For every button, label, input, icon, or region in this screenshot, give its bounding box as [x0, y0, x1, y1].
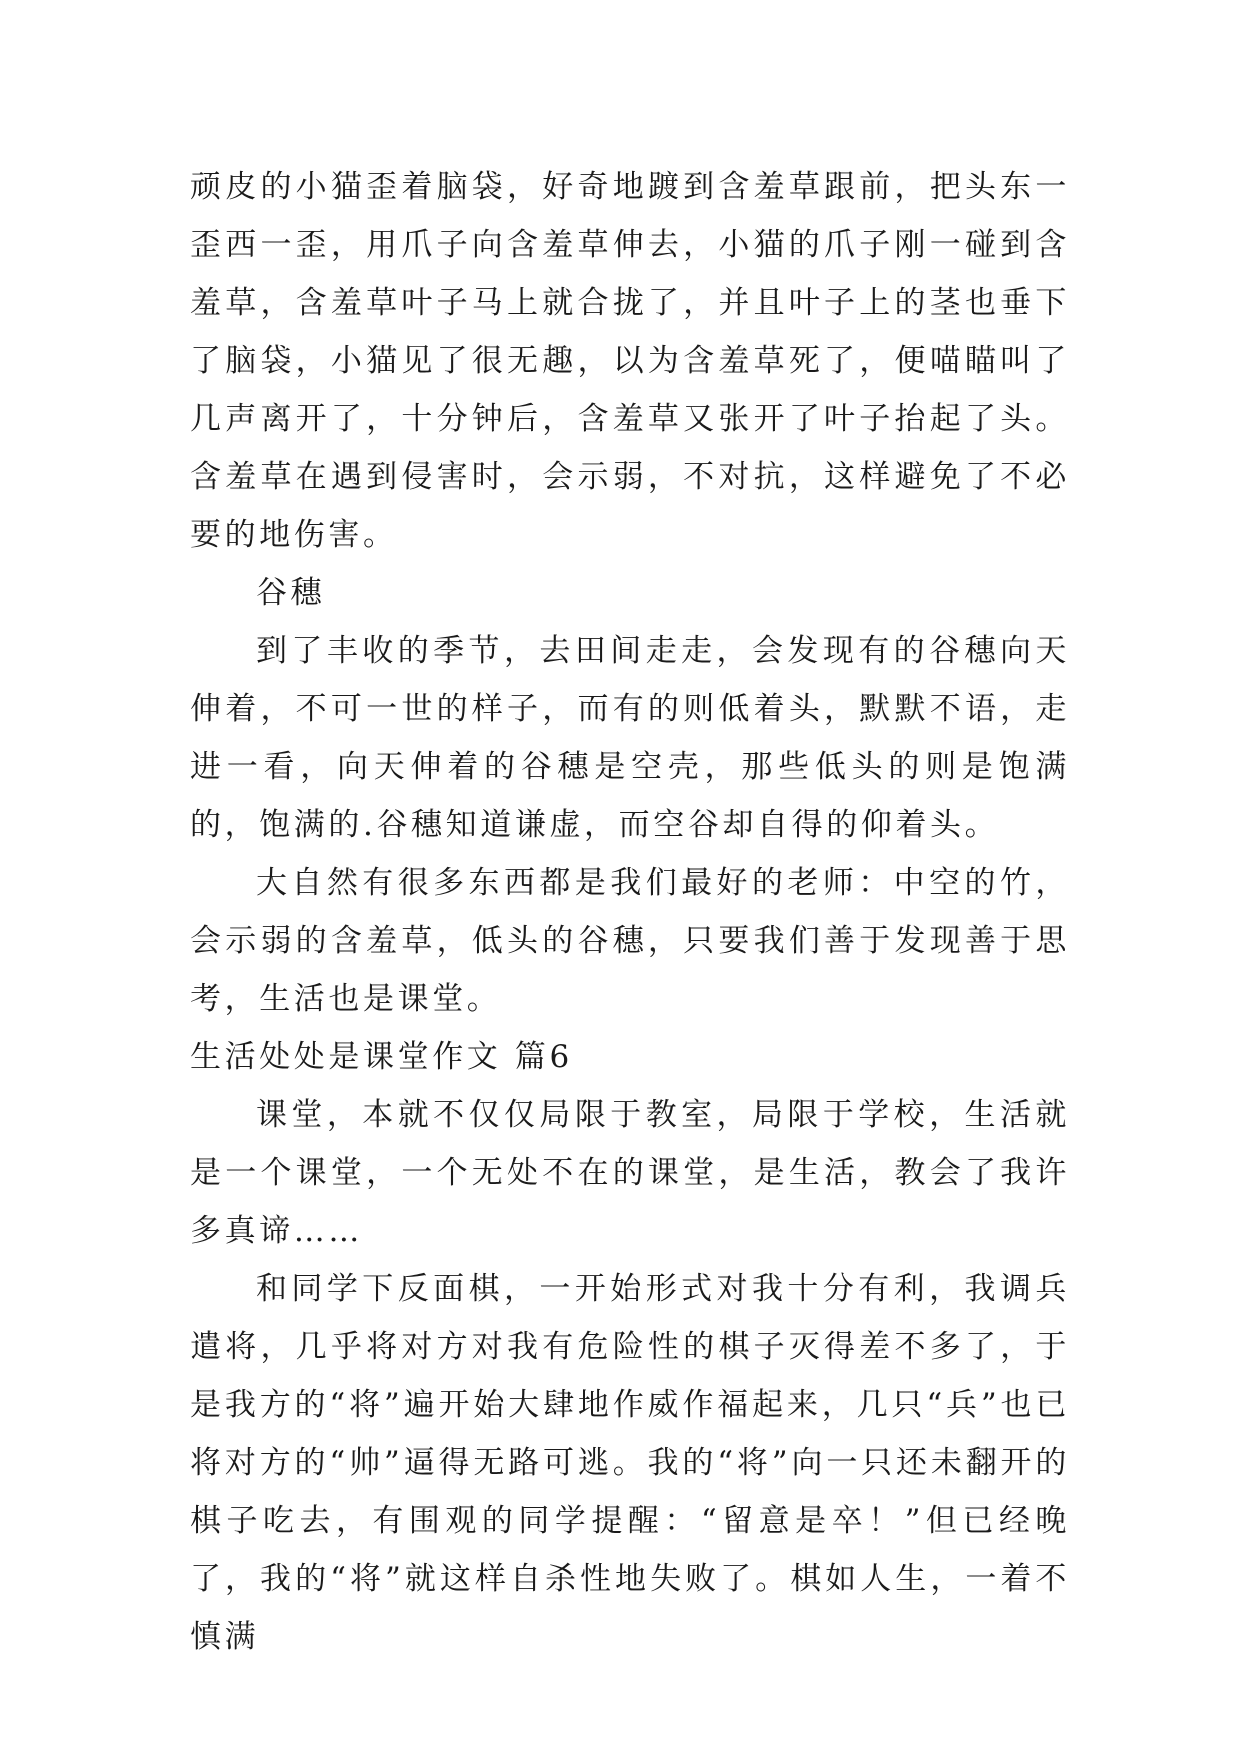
paragraph-chess-story: 和同学下反面棋，一开始形式对我十分有利，我调兵遣将，几乎将对方对我有危险性的棋子灭得差不多了，于是我方的“将”遍开始大肆地作威作福起来，几只“兵”也已将对方的“帅”逼得无路可逃。我的“将”向一只还未翻开的棋子吃去，有围观的同学提醒：“留意是卒！”但已经晚了，我的“将”就这样自杀性地失败了。棋如人生，一着不慎满: [190, 1271, 1070, 1655]
paragraph-nature-teacher: 大自然有很多东西都是我们最好的老师：中空的竹，会示弱的含羞草，低头的谷穗，只要我们善于发现善于思考，生活也是课堂。: [190, 865, 1070, 1017]
subheading-grain-ear: 谷穗: [256, 575, 326, 611]
section-heading: 生活处处是课堂作文 篇6: [190, 1039, 573, 1075]
paragraph-mimosa-cat: 顽皮的小猫歪着脑袋，好奇地踱到含羞草跟前，把头东一歪西一歪，用爪子向含羞草伸去，小猫的爪子刚一碰到含羞草，含羞草叶子马上就合拢了，并且叶子上的茎也垂下了脑袋，小猫见了很无趣，以为含羞草死了，便喵瞄叫了几声离开了，十分钟后，含羞草又张开了叶子抬起了头。含羞草在遇到侵害时，会示弱，不对抗，这样避免了不必要的地伤害。: [190, 169, 1070, 553]
document-body: [190, 158, 1070, 1666]
paragraph-grain-ear: 到了丰收的季节，去田间走走，会发现有的谷穗向天伸着，不可一世的样子，而有的则低着头，默默不语，走进一看，向天伸着的谷穗是空壳，那些低头的则是饱满的，饱满的.谷穗知道谦虚，而空谷却自得的仰着头。: [190, 633, 1070, 843]
paragraph-classroom-intro: 课堂，本就不仅仅局限于教室，局限于学校，生活就是一个课堂，一个无处不在的课堂，是生活，教会了我许多真谛……: [190, 1097, 1070, 1249]
